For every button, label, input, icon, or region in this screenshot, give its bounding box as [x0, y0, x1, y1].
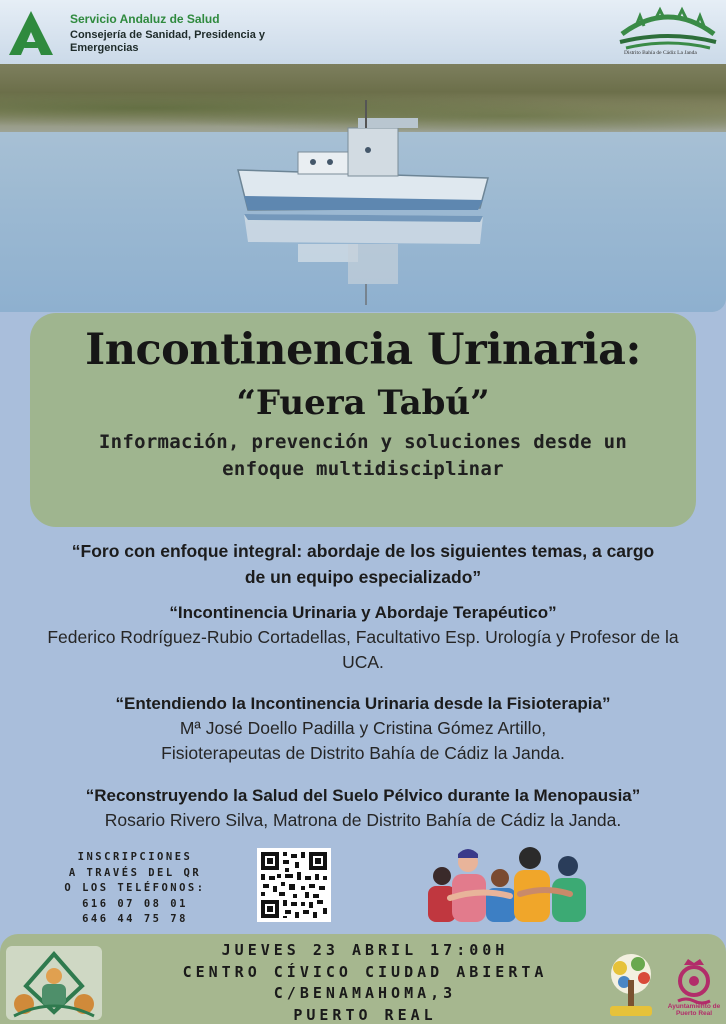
topic-title: “Reconstruyendo la Salud del Suelo Pélvico durante la Menopausia” [85, 786, 641, 805]
page-title: Incontinencia Urinaria: [85, 325, 641, 375]
qr-code-icon[interactable] [257, 848, 331, 922]
event-venue: CENTRO CÍVICO CIUDAD ABIERTA [182, 962, 548, 981]
org-name: Servicio Andaluz de Salud [70, 12, 220, 26]
ayuntamiento-label: Ayuntamiento de Puerto Real [667, 1003, 721, 1017]
people-group-icon [420, 840, 590, 922]
association-logo [6, 946, 102, 1020]
topic-1 [0, 601, 726, 675]
distrito-logo-icon [616, 4, 720, 66]
registration-line: A TRAVÉS DEL QR [68, 866, 202, 879]
phone-number: 616 07 08 01 [82, 897, 188, 910]
association-logo-icon [6, 946, 102, 1020]
page-subtitle: “Fuera Tabú” [236, 383, 490, 423]
topic-speakers: Mª José Doello Padilla y Cristina Gómez Artillo, Fisioterapeutas de Distrito Bahía de Cádiz la Janda. [161, 718, 565, 763]
intro-text: “Foro con enfoque integral: abordaje de los siguientes temas, a cargo de un equipo especializado” [71, 541, 655, 587]
event-city: PUERTO REAL [293, 1005, 437, 1024]
boat-icon [218, 100, 508, 310]
title-box [30, 313, 696, 527]
distrito-label: Distrito Bahía de Cádiz La Janda [624, 50, 697, 56]
sas-logo-icon [6, 8, 56, 58]
registration-line: O LOS TELÉFONOS: [64, 882, 206, 894]
topic-title: “Incontinencia Urinaria y Abordaje Terapéutico” [169, 603, 557, 622]
org-department: Consejería de Sanidad, Presidencia y Emergencias [70, 29, 266, 54]
tree-logo-icon [606, 952, 656, 1018]
registration-info [40, 850, 230, 928]
topic-3 [0, 784, 726, 833]
topic-title: “Entendiendo la Incontinencia Urinaria desde la Fisioterapia” [115, 694, 611, 713]
header-photo [0, 0, 726, 312]
registration-line: INSCRIPCIONES [77, 851, 193, 863]
topic-speakers: Rosario Rivero Silva, Matrona de Distrito Bahía de Cádiz la Janda. [104, 810, 622, 830]
event-date: JUEVES 23 ABRIL 17:00H [221, 941, 509, 959]
phone-number: 646 44 75 78 [82, 913, 188, 925]
event-address: C/BENAMAHOMA,3 [273, 984, 457, 1002]
title-description: Información, prevención y soluciones desde un enfoque multidisciplinar [98, 431, 628, 480]
topic-2 [0, 692, 726, 766]
event-details [150, 940, 580, 1024]
topic-speakers: Federico Rodríguez-Rubio Cortadellas, Facultativo Esp. Urología y Profesor de la UCA. [47, 627, 679, 672]
